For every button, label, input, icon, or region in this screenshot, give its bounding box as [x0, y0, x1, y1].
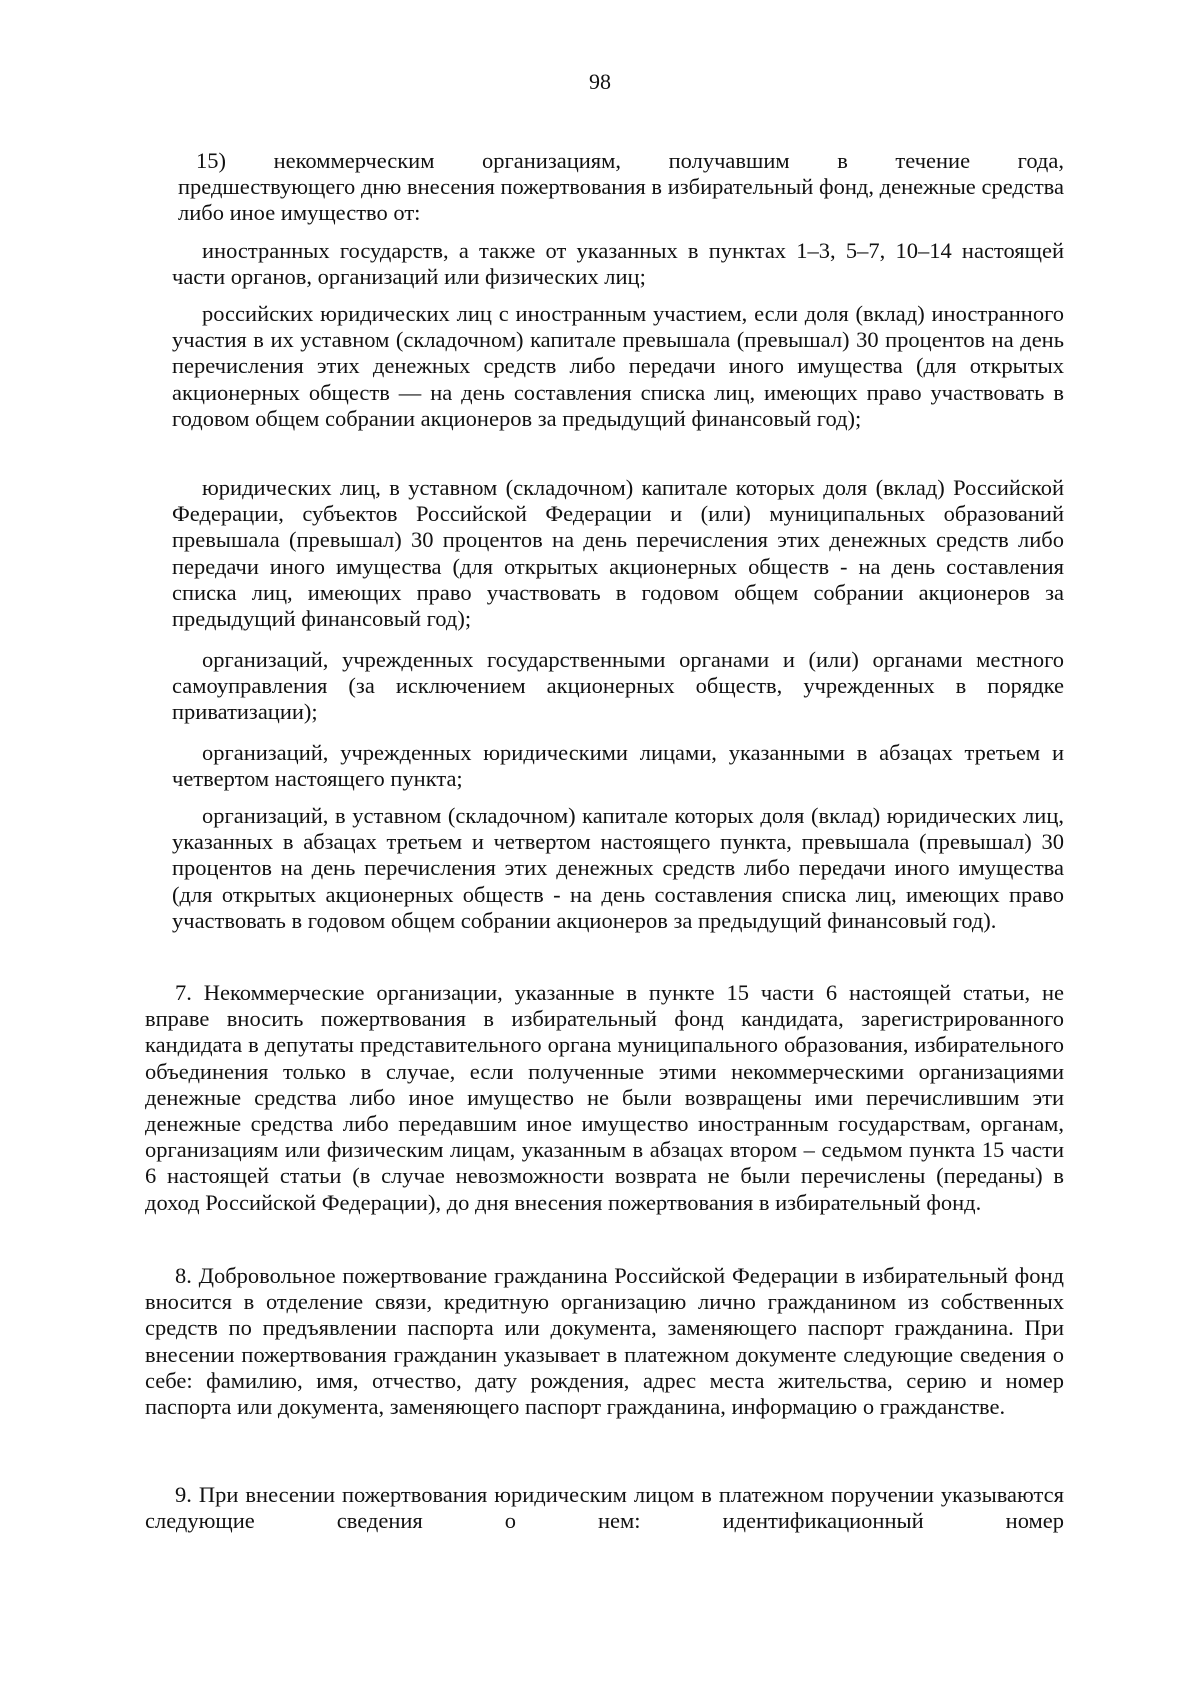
- paragraph-15-rest: предшествующего дню внесения пожертвования в избирательный фонд, денежные средства либо иное имущество от:: [178, 174, 1064, 226]
- paragraph-organizations-founded-by-legal-entities: организаций, учрежденных юридическими лицами, указанными в абзацах третьем и четвертом настоящего пункта;: [172, 740, 1064, 792]
- paragraph-9: 9. При внесении пожертвования юридическим лицом в платежном поручении указываются следующие сведения о нем: идентификационный номер: [145, 1482, 1064, 1534]
- paragraph-russian-entities-foreign-participation: российских юридических лиц с иностранным участием, если доля (вклад) иностранного участия в их уставном (складочном) капитале превышала (превышал) 30 процентов на день перечисления этих денежных средств либо передачи иного имущества (для открытых акционерных обществ — на день составления списка лиц, имеющих право участвовать в годовом общем собрании акционеров за предыдущий финансовый год);: [172, 301, 1064, 431]
- paragraph-15-first-line: 15) некоммерческим организациям, получавшим в течение года,: [196, 148, 1064, 173]
- paragraph-organizations-capital-share: организаций, в уставном (складочном) капитале которых доля (вклад) юридических лиц, указанных в абзацах третьем и четвертом настоящего пункта, превышала (превышал) 30 процентов на день перечисления этих денежных средств либо передачи иного имущества (для открытых акционерных обществ - на день составления списка лиц, имеющих право участвовать в годовом общем собрании акционеров за предыдущий финансовый год).: [172, 803, 1064, 933]
- paragraph-7: 7. Некоммерческие организации, указанные в пункте 15 части 6 настоящей статьи, не вправе вносить пожертвования в избирательный фонд кандидата, зарегистрированного кандидата в депутаты представительного органа муниципального образования, избирательного объединения только в случае, если полученные этими некоммерческими организациями денежные средства либо иное имущество не были возвращены ими перечислившим эти денежные средства либо передавшим иное имущество иностранным государствам, органам, организациям или физическим лицам, указанным в абзацах втором – седьмом пункта 15 части 6 настоящей статьи (в случае невозможности возврата не были перечислены (переданы) в доход Российской Федерации), до дня внесения пожертвования в избирательный фонд.: [145, 980, 1064, 1215]
- paragraph-legal-entities-state-share: юридических лиц, в уставном (складочном) капитале которых доля (вклад) Российской Федерации, субъектов Российской Федерации и (или) муниципальных образований превышала (превышал) 30 процентов на день перечисления этих денежных средств либо передачи иного имущества (для открытых акционерных обществ - на день составления списка лиц, имеющих право участвовать в годовом общем собрании акционеров за предыдущий финансовый год);: [172, 475, 1064, 632]
- paragraph-foreign-states: иностранных государств, а также от указанных в пунктах 1–3, 5–7, 10–14 настоящей части органов, организаций или физических лиц;: [172, 238, 1064, 290]
- paragraph-8: 8. Добровольное пожертвование гражданина Российской Федерации в избирательный фонд вносится в отделение связи, кредитную организацию лично гражданином из собственных средств по предъявлении паспорта или документа, заменяющего паспорт гражданина. При внесении пожертвования гражданин указывает в платежном документе следующие сведения о себе: фамилию, имя, отчество, дату рождения, адрес места жительства, серию и номер паспорта или документа, заменяющего паспорт гражданина, информацию о гражданстве.: [145, 1263, 1064, 1420]
- paragraph-organizations-state-founded: организаций, учрежденных государственными органами и (или) органами местного самоуправления (за исключением акционерных обществ, учрежденных в порядке приватизации);: [172, 647, 1064, 725]
- page-number: 98: [589, 69, 611, 94]
